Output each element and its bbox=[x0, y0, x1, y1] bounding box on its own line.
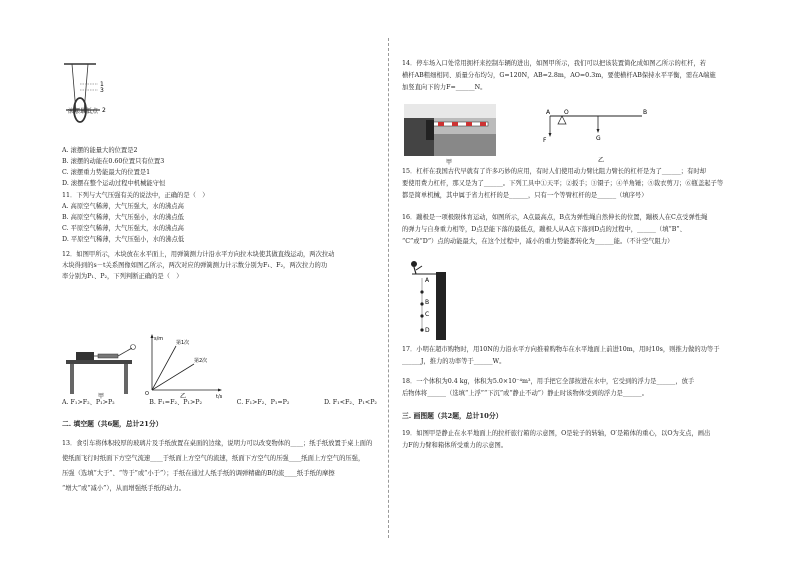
q10-option-d: D. 滚摆在整个运动过程中机械能守恒 bbox=[62, 180, 166, 187]
q14-yi-label: 乙 bbox=[598, 157, 605, 164]
q12-line-first bbox=[152, 346, 176, 390]
q17-line-2: ______J，推力的功率等于______W。 bbox=[402, 358, 506, 365]
q16-line-1: 16．蹦极是一项极限体育运动，如图所示，A点最高点，B点为弹性绳自然伸长的位置，蹦极人在C点受弹性绳 bbox=[402, 214, 708, 221]
q13-line-2: 使纸面飞行时纸面下方空气流速____于纸面上方空气的流速，纸面下方空气的压强____纸面上方空气的压强， bbox=[62, 455, 365, 462]
q12-line-second bbox=[152, 364, 194, 390]
q12-options bbox=[62, 397, 377, 406]
section-3-heading: 三. 画图题（共2题，总计10分） bbox=[402, 412, 503, 420]
pendulum-caption: 滚摆最低点 bbox=[68, 108, 99, 115]
column-divider bbox=[388, 38, 389, 538]
q11-option-d: D. 平原空气稀薄，大气压强小，水的沸点低 bbox=[62, 236, 185, 243]
q11-option-a: A. 高原空气稀薄，大气压强大，水的沸点高 bbox=[62, 203, 184, 210]
q12-figure-jia bbox=[62, 340, 142, 400]
q15-line-1: 15．杠杆在我国古代早就有了许多巧妙的应用，有时人们使用动力臂比阻力臂长的杠杆是为了______；有时却 bbox=[402, 168, 706, 175]
q12-option-d: D. F₁<F₂、P₁<P₂ bbox=[323, 399, 377, 406]
q18-line-2: 后物体将______（选填“上浮”“下沉”或“静止不动”）静止时该物体受到的浮力是______。 bbox=[402, 390, 649, 397]
q16-line-2: 的弹力与自身重力相等，D点是能下落的最低点，蹦极人从A点下落到D点的过程中，______（填“B”、 bbox=[402, 226, 686, 233]
q14-block bbox=[402, 58, 742, 94]
q14-line-3: 加竖直向下的力F=______N。 bbox=[402, 84, 487, 91]
q19-line-2: 力F的力臂和箱体所受重力的示意图。 bbox=[402, 442, 508, 449]
q15-line-2: 要使用费力杠杆，那又是为了______。下列工具中①天平；②扳手；③镊子；④羊角锤；⑤裁衣剪刀；⑥瓶盖起子等 bbox=[402, 180, 724, 187]
q12-second-label: 第2次 bbox=[194, 358, 208, 364]
q12-figure-yi bbox=[140, 332, 225, 400]
q14-point-f: F bbox=[543, 137, 547, 144]
q12-first-label: 第1次 bbox=[176, 340, 190, 346]
q14-point-b: B bbox=[643, 109, 648, 116]
q19-line-1: 19．如图甲是静止在水平地面上的拉杆旅行箱的示意图，O是轮子的转轴，O′是箱体的重心，以O为支点，画出 bbox=[402, 430, 711, 437]
q13-line-1: 13．食引车将体积较厚的玻璃片及手纸放置在桌面的边缘，说明力可以改变物体的____；纸手纸放置于桌上面的 bbox=[62, 440, 373, 447]
q13-line-4: “增大”或“减小”），从而增强纸手纸的动力。 bbox=[62, 485, 186, 492]
q11-option-b: B. 高原空气稀薄，大气压强小，水的沸点低 bbox=[62, 214, 184, 221]
q16-point-b: B bbox=[425, 299, 430, 306]
q12-axis-s: s/m bbox=[154, 336, 164, 342]
q16-bungee-figure bbox=[402, 258, 452, 340]
q14-photo-jia bbox=[404, 104, 496, 166]
q14-line-1: 14．停车场入口处常用拥杆来控制车辆的进出，如图甲所示，我们可以把该装置简化成如图乙所示的杠杆，若 bbox=[402, 60, 706, 67]
q12-option-b: B. F₁=F₂、P₁>P₂ bbox=[149, 399, 203, 406]
q12-jia-label: 甲 bbox=[98, 393, 105, 400]
q12-axis-t: t/s bbox=[216, 394, 223, 400]
q12-line-3: 率分别为P₁、P₂，下列判断正确的是（ ） bbox=[62, 273, 183, 280]
q11-option-c: C. 平原空气稀薄，大气压强大，水的沸点高 bbox=[62, 225, 184, 232]
q15-line-3: 都是简单机械，其中属于省力杠杆的是______，只有一个等臂杠杆的是______（填序号） bbox=[402, 192, 648, 199]
q14-point-g: G bbox=[596, 135, 601, 142]
q14-lever-yi bbox=[540, 106, 660, 166]
q19-block bbox=[402, 428, 742, 452]
q12-option-c: C. F₁>F₂、P₁=P₂ bbox=[236, 399, 290, 406]
pendulum-label-2: 2 bbox=[102, 107, 106, 114]
q16-block bbox=[402, 212, 742, 248]
q12-line-1: 12．如图甲所示，木块放在水平面上，用弹簧测力计沿水平方向拉木块使其做直线运动，两次拉动 bbox=[62, 251, 335, 258]
q10-option-a: A. 滚摆的能量大的位置是2 bbox=[62, 147, 138, 154]
q17-block bbox=[402, 344, 742, 368]
q10-option-c: C. 滚摆重力势能最大的位置是1 bbox=[62, 169, 151, 176]
q11-stem: 11．下列与大气压强有关的说法中，正确的是（ ） bbox=[62, 192, 209, 199]
section-2-heading: 二. 填空题（共6题，总计21分） bbox=[62, 420, 163, 428]
q12-yi-label: 乙 bbox=[180, 393, 187, 400]
pendulum-label-3: 3 bbox=[100, 87, 104, 94]
q15-block bbox=[402, 166, 742, 202]
q12-option-a: A. F₁>F₂、P₁>P₂ bbox=[62, 399, 115, 406]
q16-point-c: C bbox=[425, 311, 430, 318]
q14-line-2: 横杆AB粗细相同、质量分布均匀，G=120N，AB=2.8m，AO=0.3m，要使横杆AB保持水平平衡，需在A端施 bbox=[402, 72, 716, 79]
q14-point-o: O bbox=[564, 109, 569, 116]
pendulum-label-1: 1 bbox=[100, 81, 104, 88]
q12-line-2: 木块得到的s－t关系图像如图乙所示，两次对应的弹簧测力计示数分别为F₁、F₂，两次拉力的功 bbox=[62, 262, 328, 269]
q16-point-a: A bbox=[425, 277, 430, 284]
q16-line-3: “C”或“D”）点的动能最大，在这个过程中，减小的重力势能都转化为______能。（不计空气阻力） bbox=[402, 238, 674, 245]
q13-line-3: 压强（选填“大于”、“等于”或“小于”）；手纸在通过人纸手纸的调弹精确的B的流____纸手纸的摩擦 bbox=[62, 470, 335, 477]
q18-line-1: 18．一个体积为0.4 kg，体积为5.0×10⁻⁴m³，用手把它全部按进在水中，它受到的浮力是______，放手 bbox=[402, 378, 695, 385]
q18-block bbox=[402, 376, 742, 400]
q12-origin: O bbox=[145, 391, 149, 397]
q16-point-d: D bbox=[425, 327, 430, 334]
q10-option-b: B. 滚摆的动能在0.60位置只有位置3 bbox=[62, 158, 165, 165]
q17-line-1: 17．小明在超市购物时，用10N的力沿水平方向推着购物车在水平地面上前进10m，用时10s，则推力做的功等于 bbox=[402, 346, 720, 353]
q13-block bbox=[62, 436, 377, 496]
left-text-top bbox=[62, 145, 377, 282]
q14-point-a: A bbox=[546, 109, 551, 116]
q14-jia-label: 甲 bbox=[446, 159, 453, 166]
